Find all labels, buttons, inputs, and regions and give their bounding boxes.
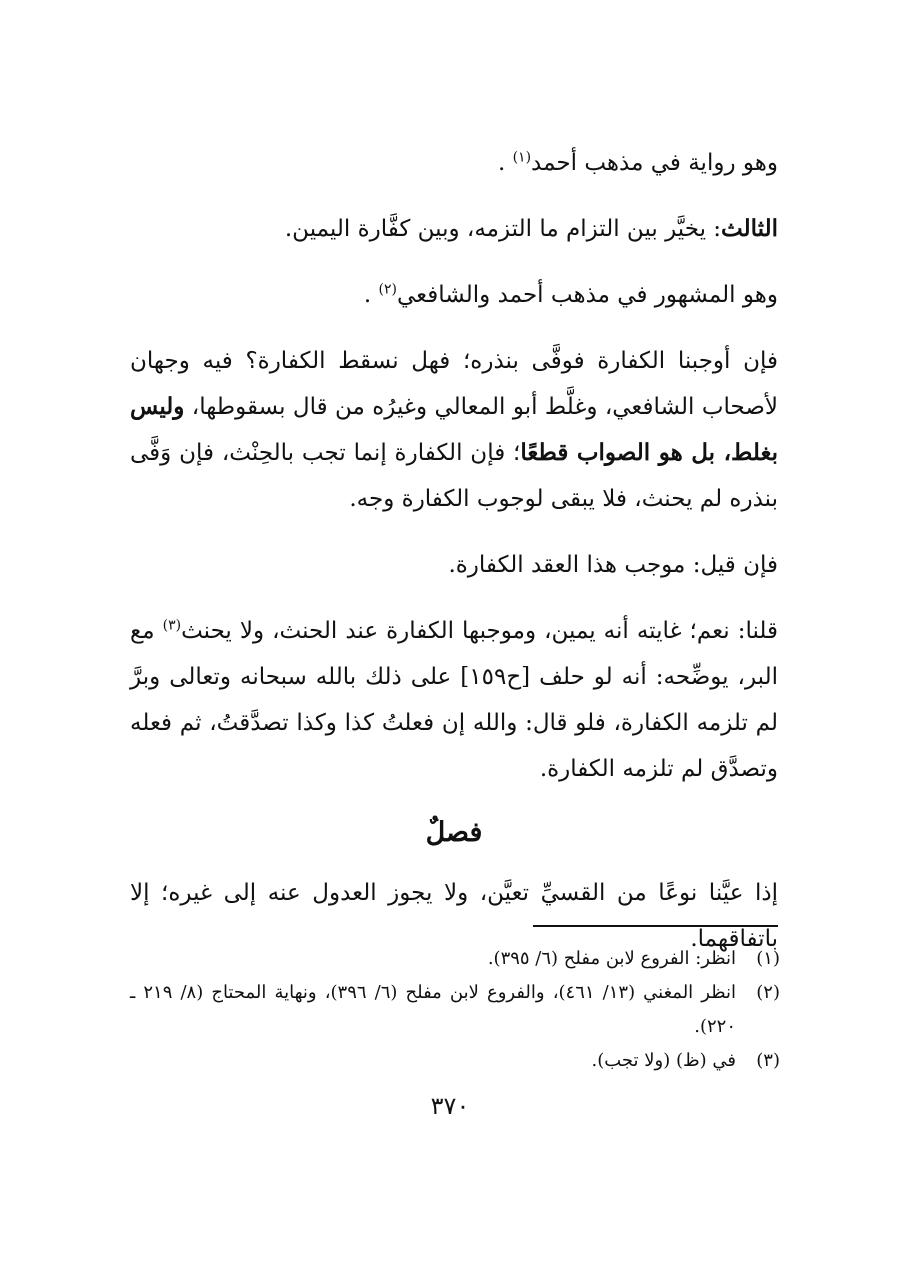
paragraph-5-text: فإن قيل: موجب هذا العقد الكفارة. — [448, 552, 778, 578]
footnote-3-text: في (ظ) (ولا تجب). — [591, 1050, 736, 1071]
paragraph-4-bold: وليس بغلط، بل هو الصواب قطعًا — [130, 393, 778, 466]
paragraph-4-text-1: فإن أوجبنا الكفارة فوفَّى بنذره؛ فهل نسقط الكفارة؟ فيه وجهان لأصحاب الشافعي، وغلَّط أبو المعالي وغيرُه من قال بسقوطها، — [130, 348, 778, 420]
section-heading: فصلٌ — [425, 817, 483, 848]
footnote-3 — [130, 1044, 780, 1078]
footnote-3-number: (٣) — [756, 1050, 780, 1071]
paragraph-2 — [130, 206, 778, 252]
footnote-1-text: انظر: الفروع لابن مفلح (٦/ ٣٩٥). — [487, 948, 736, 969]
paragraph-4-text-2: ؛ فإن الكفارة إنما تجب بالحِنْث، فإن وَفَّى بنذره لم يحنث، فلا يبقى لوجوب الكفارة وجه. — [130, 440, 778, 512]
paragraph-6-text-2: مع البر، يوضِّحه: أنه لو حلف [ح١٥٩] على ذلك بالله سبحانه وتعالى وبرَّ لم تلزمه الكفارة، فلو قال: والله إن فعلتُ كذا وكذا تصدَّقتُ، ثم فعله وتصدَّق لم تلزمه الكفارة. — [130, 618, 778, 782]
page-number: ٣٧٠ — [430, 1092, 470, 1120]
footnote-1 — [130, 942, 780, 976]
paragraph-6-text-1: قلنا: نعم؛ غايته أنه يمين، وموجبها الكفارة عند الحنث، ولا يحنث — [181, 618, 779, 644]
paragraph-3-text: وهو المشهور في مذهب أحمد والشافعي — [396, 282, 778, 308]
footnote-ref-2[interactable]: (٢) — [378, 281, 397, 298]
paragraph-2-text: : يخيَّر بين التزام ما التزمه، وبين كفَّارة اليمين. — [284, 216, 722, 242]
paragraph-3 — [130, 272, 778, 318]
footnote-2-text: انظر المغني (١٣/ ٤٦١)، والفروع لابن مفلح (٦/ ٣٩٦)، ونهاية المحتاج (٨/ ٢١٩ ـ ٢٢٠). — [130, 982, 736, 1037]
paragraph-1 — [130, 140, 778, 186]
paragraph-6 — [130, 608, 778, 792]
paragraph-3-end: . — [363, 282, 379, 308]
paragraph-1-end: . — [497, 150, 513, 176]
footnote-2 — [130, 976, 780, 1044]
footnotes — [130, 942, 780, 1078]
paragraph-2-bold: الثالث — [721, 215, 778, 242]
footnote-divider — [533, 925, 778, 927]
footnote-ref-3[interactable]: (٣) — [162, 617, 182, 634]
paragraph-5 — [130, 542, 778, 588]
paragraph-4 — [130, 338, 778, 522]
paragraph-1-text: وهو رواية في مذهب أحمد — [531, 150, 778, 176]
paragraph-7-text: إذا عيَّنا نوعًا من القسيِّ تعيَّن، ولا يجوز العدول عنه إلى غيره؛ إلا باتفاقهما. — [130, 880, 778, 952]
footnote-2-number: (٢) — [756, 982, 780, 1003]
footnote-1-number: (١) — [756, 948, 780, 969]
footnote-ref-1[interactable]: (١) — [512, 149, 532, 166]
main-text — [130, 140, 778, 962]
